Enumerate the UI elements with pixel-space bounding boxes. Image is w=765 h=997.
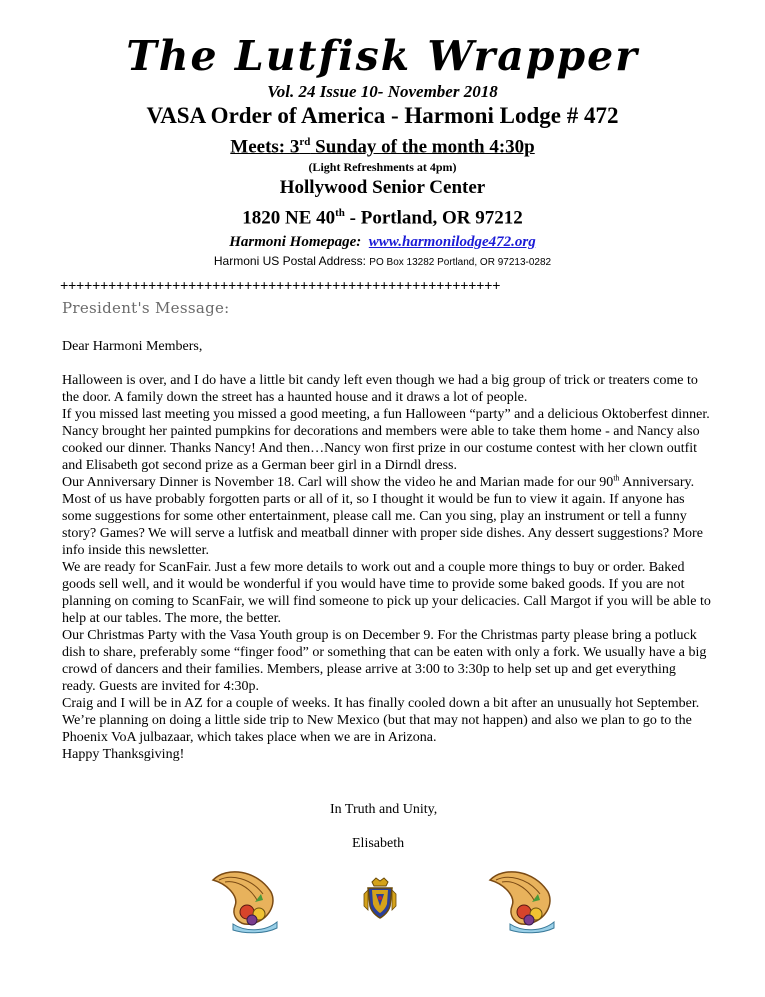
anniversary-ordinal: th xyxy=(613,473,620,483)
paragraph-christmas: Our Christmas Party with the Vasa Youth group is on December 9. For the Christmas party please bring a potluck dish to share, preferably some “finger food” or something that can be eaten with only a fork. We usually have a big crowd of dancers and their families. Members, please arrive at 3:00 to 3:30p to help set up and get everything ready. Guests are invited for 4:30p. xyxy=(62,628,707,694)
address-street: 1820 NE 40 xyxy=(242,207,336,229)
organization-name: VASA Order of America - Harmoni Lodge # 472 xyxy=(146,103,619,128)
venue-name: Hollywood Senior Center xyxy=(279,177,486,199)
plus-divider: +++++++++++++++++++++++++++++++++++++++++++++++++++++++ xyxy=(60,279,501,295)
postal-value: PO Box 13282 Portland, OR 97213-0282 xyxy=(369,256,552,268)
homepage-link[interactable]: www.harmonilodge472.org xyxy=(368,233,536,250)
paragraph-halloween: Halloween is over, and I do have a little bit candy left even though we had a big group of trick or treaters come to the door. A family down the street has a haunted house and it draws a lot of people. xyxy=(62,373,698,405)
paragraph-anniversary xyxy=(62,474,712,559)
meets-text: Meets: 3 xyxy=(230,136,300,158)
address-ordinal: th xyxy=(335,207,345,220)
meeting-schedule xyxy=(0,130,765,159)
refreshments-note: (Light Refreshments at 4pm) xyxy=(308,160,457,175)
meets-ordinal: rd xyxy=(299,136,311,148)
letter-greeting: Dear Harmoni Members, xyxy=(62,339,203,354)
letter-closing xyxy=(330,801,437,852)
address-city: - Portland, OR 97212 xyxy=(344,207,523,229)
paragraph-scanfair: We are ready for ScanFair. Just a few more details to work out and a couple more things to buy or order. Baked goods sell well, and it would be wonderful if you would have time to provide some baked goods. If you are not planning on coming to ScanFair, we will find someone to pick up your delicacies. Call Margot if you will be able to help at our tables. The more, the better. xyxy=(62,560,711,626)
venue-address xyxy=(0,200,765,231)
homepage-line xyxy=(0,232,765,252)
postal-label: Harmoni US Postal Address: xyxy=(213,253,366,268)
postal-address-line xyxy=(0,252,765,272)
paragraph-oktoberfest: If you missed last meeting you missed a good meeting, a fun Halloween “party” and a delicious Oktoberfest dinner. Nancy brought her painted pumpkins for decorations and members were able to take them home - and Nancy also cooked our dinner. Thanks Nancy! And then…Nancy won first prize in our costume contest with her clown outfit and Elisabeth got second prize as a German beer girl in a Dirndl dress. xyxy=(62,407,710,473)
closing-phrase: In Truth and Unity, xyxy=(330,802,438,817)
anniversary-text-end: Anniversary. Most of us have probably forgotten parts or all of it, so I thought it would be fun to view it again. If anyone has some suggestions for some other entertainment, please call me. Can you sing, play an instrument or tell a funny story? Games? We will serve a lutfisk and meatball dinner with proper side dishes. Any dessert suggestions? More info inside this newsletter. xyxy=(62,475,703,558)
homepage-label: Harmoni Homepage: xyxy=(229,233,362,250)
vasa-crest-icon xyxy=(360,876,400,922)
paragraph-travel: Craig and I will be in AZ for a couple of weeks. It has finally cooled down a bit after an unusually hot September. We’re planning on doing a little side trip to New Mexico (but that may not happen) and also we plan to go to the Phoenix VoA julbazaar, which takes place when we are in Arizona. xyxy=(62,696,700,745)
paragraph-thanksgiving: Happy Thanksgiving! xyxy=(62,747,185,762)
masthead-title: The Lutfisk Wrapper xyxy=(126,32,639,80)
signature: Elisabeth xyxy=(352,836,405,851)
anniversary-text: Our Anniversary Dinner is November 18. Carl will show the video he and Marian made for our 90 xyxy=(62,475,614,490)
president-letter xyxy=(62,338,712,763)
issue-line: Vol. 24 Issue 10- November 2018 xyxy=(267,82,498,101)
cornucopia-icon xyxy=(205,862,285,934)
cornucopia-icon xyxy=(482,862,562,934)
section-title: President's Message: xyxy=(62,299,230,317)
newsletter-header xyxy=(0,30,765,272)
meets-text-end: Sunday of the month 4:30p xyxy=(310,136,535,158)
